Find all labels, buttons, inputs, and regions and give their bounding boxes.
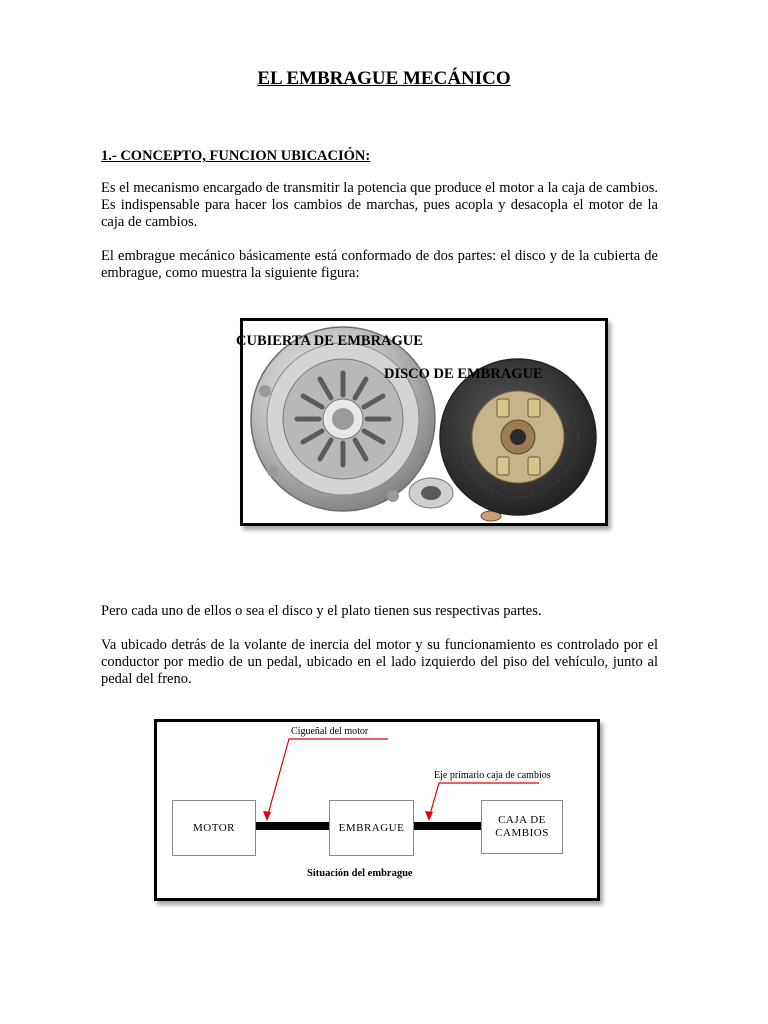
paragraph-components: Pero cada uno de ellos o sea el disco y el plato tienen sus respectivas partes. bbox=[101, 603, 542, 619]
document-title: EL EMBRAGUE MECÁNICO bbox=[257, 68, 511, 89]
clutch-disc-label: DISCO DE EMBRAGUE bbox=[384, 366, 543, 382]
paragraph-parts: El embrague mecánico básicamente está conformado de dos partes: el disco y de la cubierta de embrague, como muestra la siguiente figura: bbox=[101, 248, 658, 281]
paragraph-location: Va ubicado detrás de la volante de inercia del motor y su funcionamiento es controlado por el conductor por medio de un pedal, ubicado en el lado izquierdo del piso del vehículo, junto al pedal del freno. bbox=[101, 637, 658, 687]
clutch-gearbox-shaft bbox=[413, 822, 481, 830]
clutch-box: EMBRAGUE bbox=[329, 800, 414, 856]
motor-box: MOTOR bbox=[172, 800, 256, 856]
section-heading: 1.- CONCEPTO, FUNCION UBICACIÓN: bbox=[101, 148, 371, 164]
crankshaft-arrow-head bbox=[263, 811, 271, 821]
crankshaft-note: Cigueñal del motor bbox=[291, 726, 369, 737]
gearbox-box: CAJA DE CAMBIOS bbox=[481, 800, 563, 854]
shaft-arrow-head bbox=[425, 811, 433, 821]
clutch-photo-illustration bbox=[243, 321, 605, 523]
diagram-caption: Situación del embrague bbox=[307, 868, 413, 879]
motor-clutch-shaft bbox=[255, 822, 329, 830]
paragraph-definition: Es el mecanismo encargado de transmitir la potencia que produce el motor a la caja de cambios. Es indispensable para hacer los cambios de marchas, pues acopla y desacopla el motor de la caja de cambios. bbox=[101, 180, 658, 230]
input-shaft-note: Eje primario caja de cambios bbox=[434, 770, 551, 781]
release-bearing-image bbox=[409, 478, 453, 508]
clutch-cover-image bbox=[251, 327, 435, 511]
clutch-location-diagram bbox=[154, 719, 600, 901]
clutch-cover-label: CUBIERTA DE EMBRAGUE bbox=[236, 333, 423, 349]
